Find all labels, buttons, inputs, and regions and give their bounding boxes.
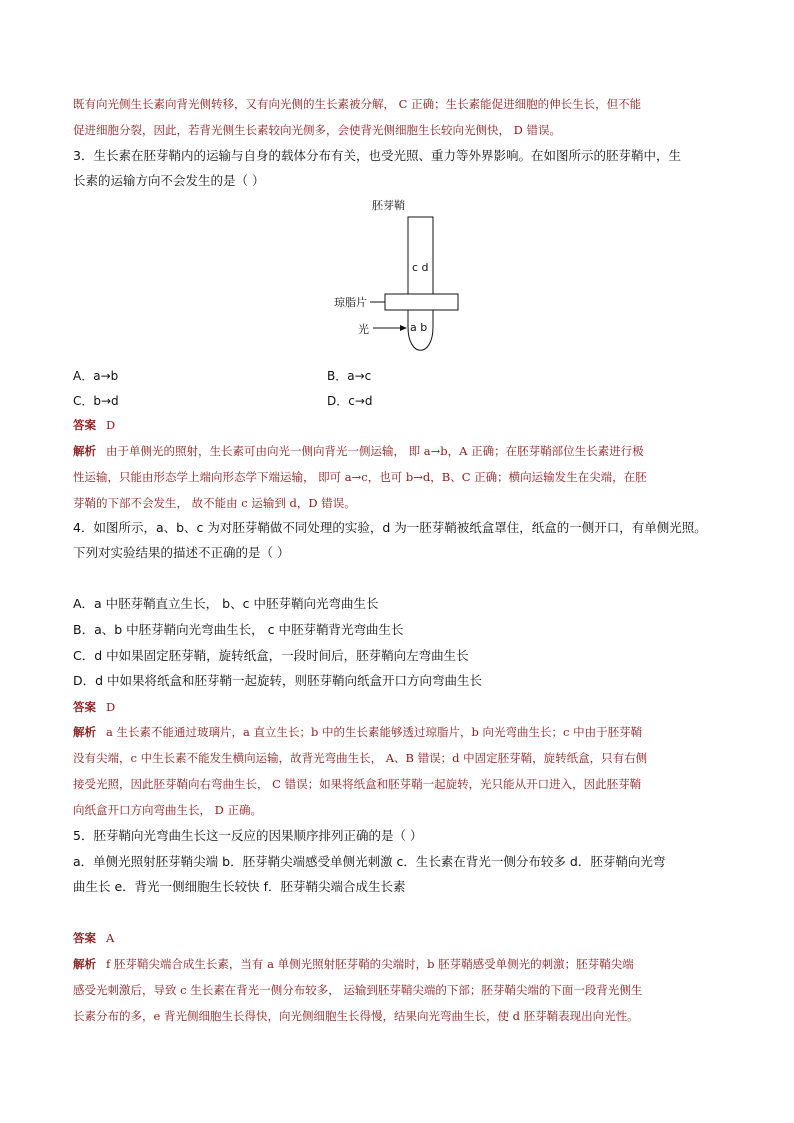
q3-stem-line-2: 长素的运输方向不会发生的是（ ） [73, 173, 265, 188]
q4-stem-line-1: 4．如图所示，a、b、c 为对胚芽鞘做不同处理的实验，d 为一胚芽鞘被纸盒罩住，纸盒的一侧开口，有单侧光照。 [73, 520, 707, 535]
upper-letters: c d [412, 261, 429, 274]
q4-analysis-label: 解析 [73, 725, 96, 739]
q3-analysis-line-2: 性运输，只能由形态学上端向形态学下端运输， 即可 a→c，也可 b→d，B、C 正确；横向运输发生在尖端，在胚 [73, 470, 647, 484]
q4-analysis-text-1: a 生长素不能通过玻璃片，a 直立生长；b 中的生长素能够透过琼脂片，b 向光弯曲生长；c 中由于胚芽鞘 [106, 725, 643, 739]
q3-option-a: A．a→b [73, 369, 119, 383]
q4-analysis-line-1 [73, 724, 733, 740]
q5-stem-line-1: 5．胚芽鞘向光弯曲生长这一反应的因果顺序排列正确的是（ ） [73, 828, 423, 843]
q5-analysis-line-1 [73, 956, 733, 972]
q4-option-c: C．d 中如果固定胚芽鞘，旋转纸盒，一段时间后，胚芽鞘向左弯曲生长 [73, 648, 469, 663]
q3-analysis-line-3: 芽鞘的下部不会发生， 故不能由 c 运输到 d，D 错误。 [73, 496, 356, 510]
agar-sheet [385, 294, 458, 310]
q5-stem-line-2: a．单侧光照射胚芽鞘尖端 b．胚芽鞘尖端感受单侧光刺激 c．生长素在背光一侧分布较多 d．胚芽鞘向光弯 [73, 854, 666, 869]
q4-answer-value: D [106, 700, 116, 714]
q4-stem-line-2: 下列对实验结果的描述不正确的是（ ） [73, 545, 290, 560]
diagram-title: 胚芽鞘 [372, 199, 405, 212]
q3-analysis-line-1 [73, 443, 733, 459]
q4-option-d: D．d 中如果将纸盒和胚芽鞘一起旋转，则胚芽鞘向纸盒开口方向弯曲生长 [73, 673, 483, 688]
q3-analysis-label: 解析 [73, 444, 96, 458]
q4-option-a: A．a 中胚芽鞘直立生长， b、c 中胚芽鞘向光弯曲生长 [73, 596, 379, 611]
q4-analysis-line-2: 没有尖端，c 中生长素不能发生横向运输，故背光弯曲生长， A、B 错误；d 中固定胚芽鞘，旋转纸盒，只有右侧 [73, 751, 648, 765]
prev-analysis-line-1: 既有向光侧生长素向背光侧转移，又有向光侧的生长素被分解， C 正确；生长素能促进细胞的伸长生长，但不能 [73, 97, 642, 111]
q4-answer-label: 答案 [73, 700, 96, 714]
coleoptile-upper [408, 217, 433, 294]
lower-letters: a b [410, 321, 428, 334]
q3-answer-label: 答案 [73, 418, 96, 432]
light-label: 光 [358, 323, 369, 336]
q4-option-b: B．a、b 中胚芽鞘向光弯曲生长， c 中胚芽鞘背光弯曲生长 [73, 622, 404, 637]
q5-analysis-text-1: f 胚芽鞘尖端合成生长素，当有 a 单侧光照射胚芽鞘的尖端时，b 胚芽鞘感受单侧光的刺激；胚芽鞘尖端 [106, 957, 634, 971]
q5-analysis-line-2: 感受光刺激后，导致 c 生长素在背光一侧分布较多， 运输到胚芽鞘尖端的下部；胚芽鞘尖端的下面一段背光侧生 [73, 983, 643, 997]
q3-answer-value: D [106, 418, 116, 432]
q5-answer-value: A [106, 931, 115, 945]
q3-answer [73, 417, 733, 433]
q5-answer [73, 930, 733, 946]
q3-stem-line-1: 3．生长素在胚芽鞘内的运输与自身的载体分布有关，也受光照、重力等外界影响。在如图所示的胚芽鞘中，生 [73, 148, 681, 163]
q5-analysis-label: 解析 [73, 957, 96, 971]
q3-option-c: C．b→d [73, 394, 119, 408]
q5-answer-label: 答案 [73, 931, 96, 945]
q4-analysis-line-3: 接受光照，因此胚芽鞘向右弯曲生长， C 错误；如果将纸盒和胚芽鞘一起旋转，光只能从开口进入，因此胚芽鞘 [73, 777, 642, 791]
light-arrow-head [400, 325, 407, 331]
q5-stem-line-3: 曲生长 e．背光一侧细胞生长较快 f．胚芽鞘尖端合成生长素 [73, 879, 406, 894]
agar-label: 琼脂片 [334, 296, 367, 309]
q4-answer [73, 699, 733, 715]
prev-analysis-line-2: 促进细胞分裂，因此，若背光侧生长素较向光侧多，会使背光侧细胞生长较向光侧快， D 错误。 [73, 123, 562, 137]
q5-analysis-line-3: 长素分布的多，e 背光侧细胞生长得快，向光侧细胞生长得慢，结果向光弯曲生长，使 d 胚芽鞘表现出向光性。 [73, 1009, 639, 1023]
q3-analysis-text-1: 由于单侧光的照射，生长素可由向光一侧向背光一侧运输， 即 a→b，A 正确；在胚芽鞘部位生长素进行极 [106, 444, 644, 458]
q4-analysis-line-4: 向纸盒开口方向弯曲生长， D 正确。 [73, 803, 263, 817]
coleoptile-diagram [320, 195, 480, 360]
q3-option-b: B．a→c [327, 369, 372, 383]
q3-option-d: D．c→d [327, 394, 373, 408]
